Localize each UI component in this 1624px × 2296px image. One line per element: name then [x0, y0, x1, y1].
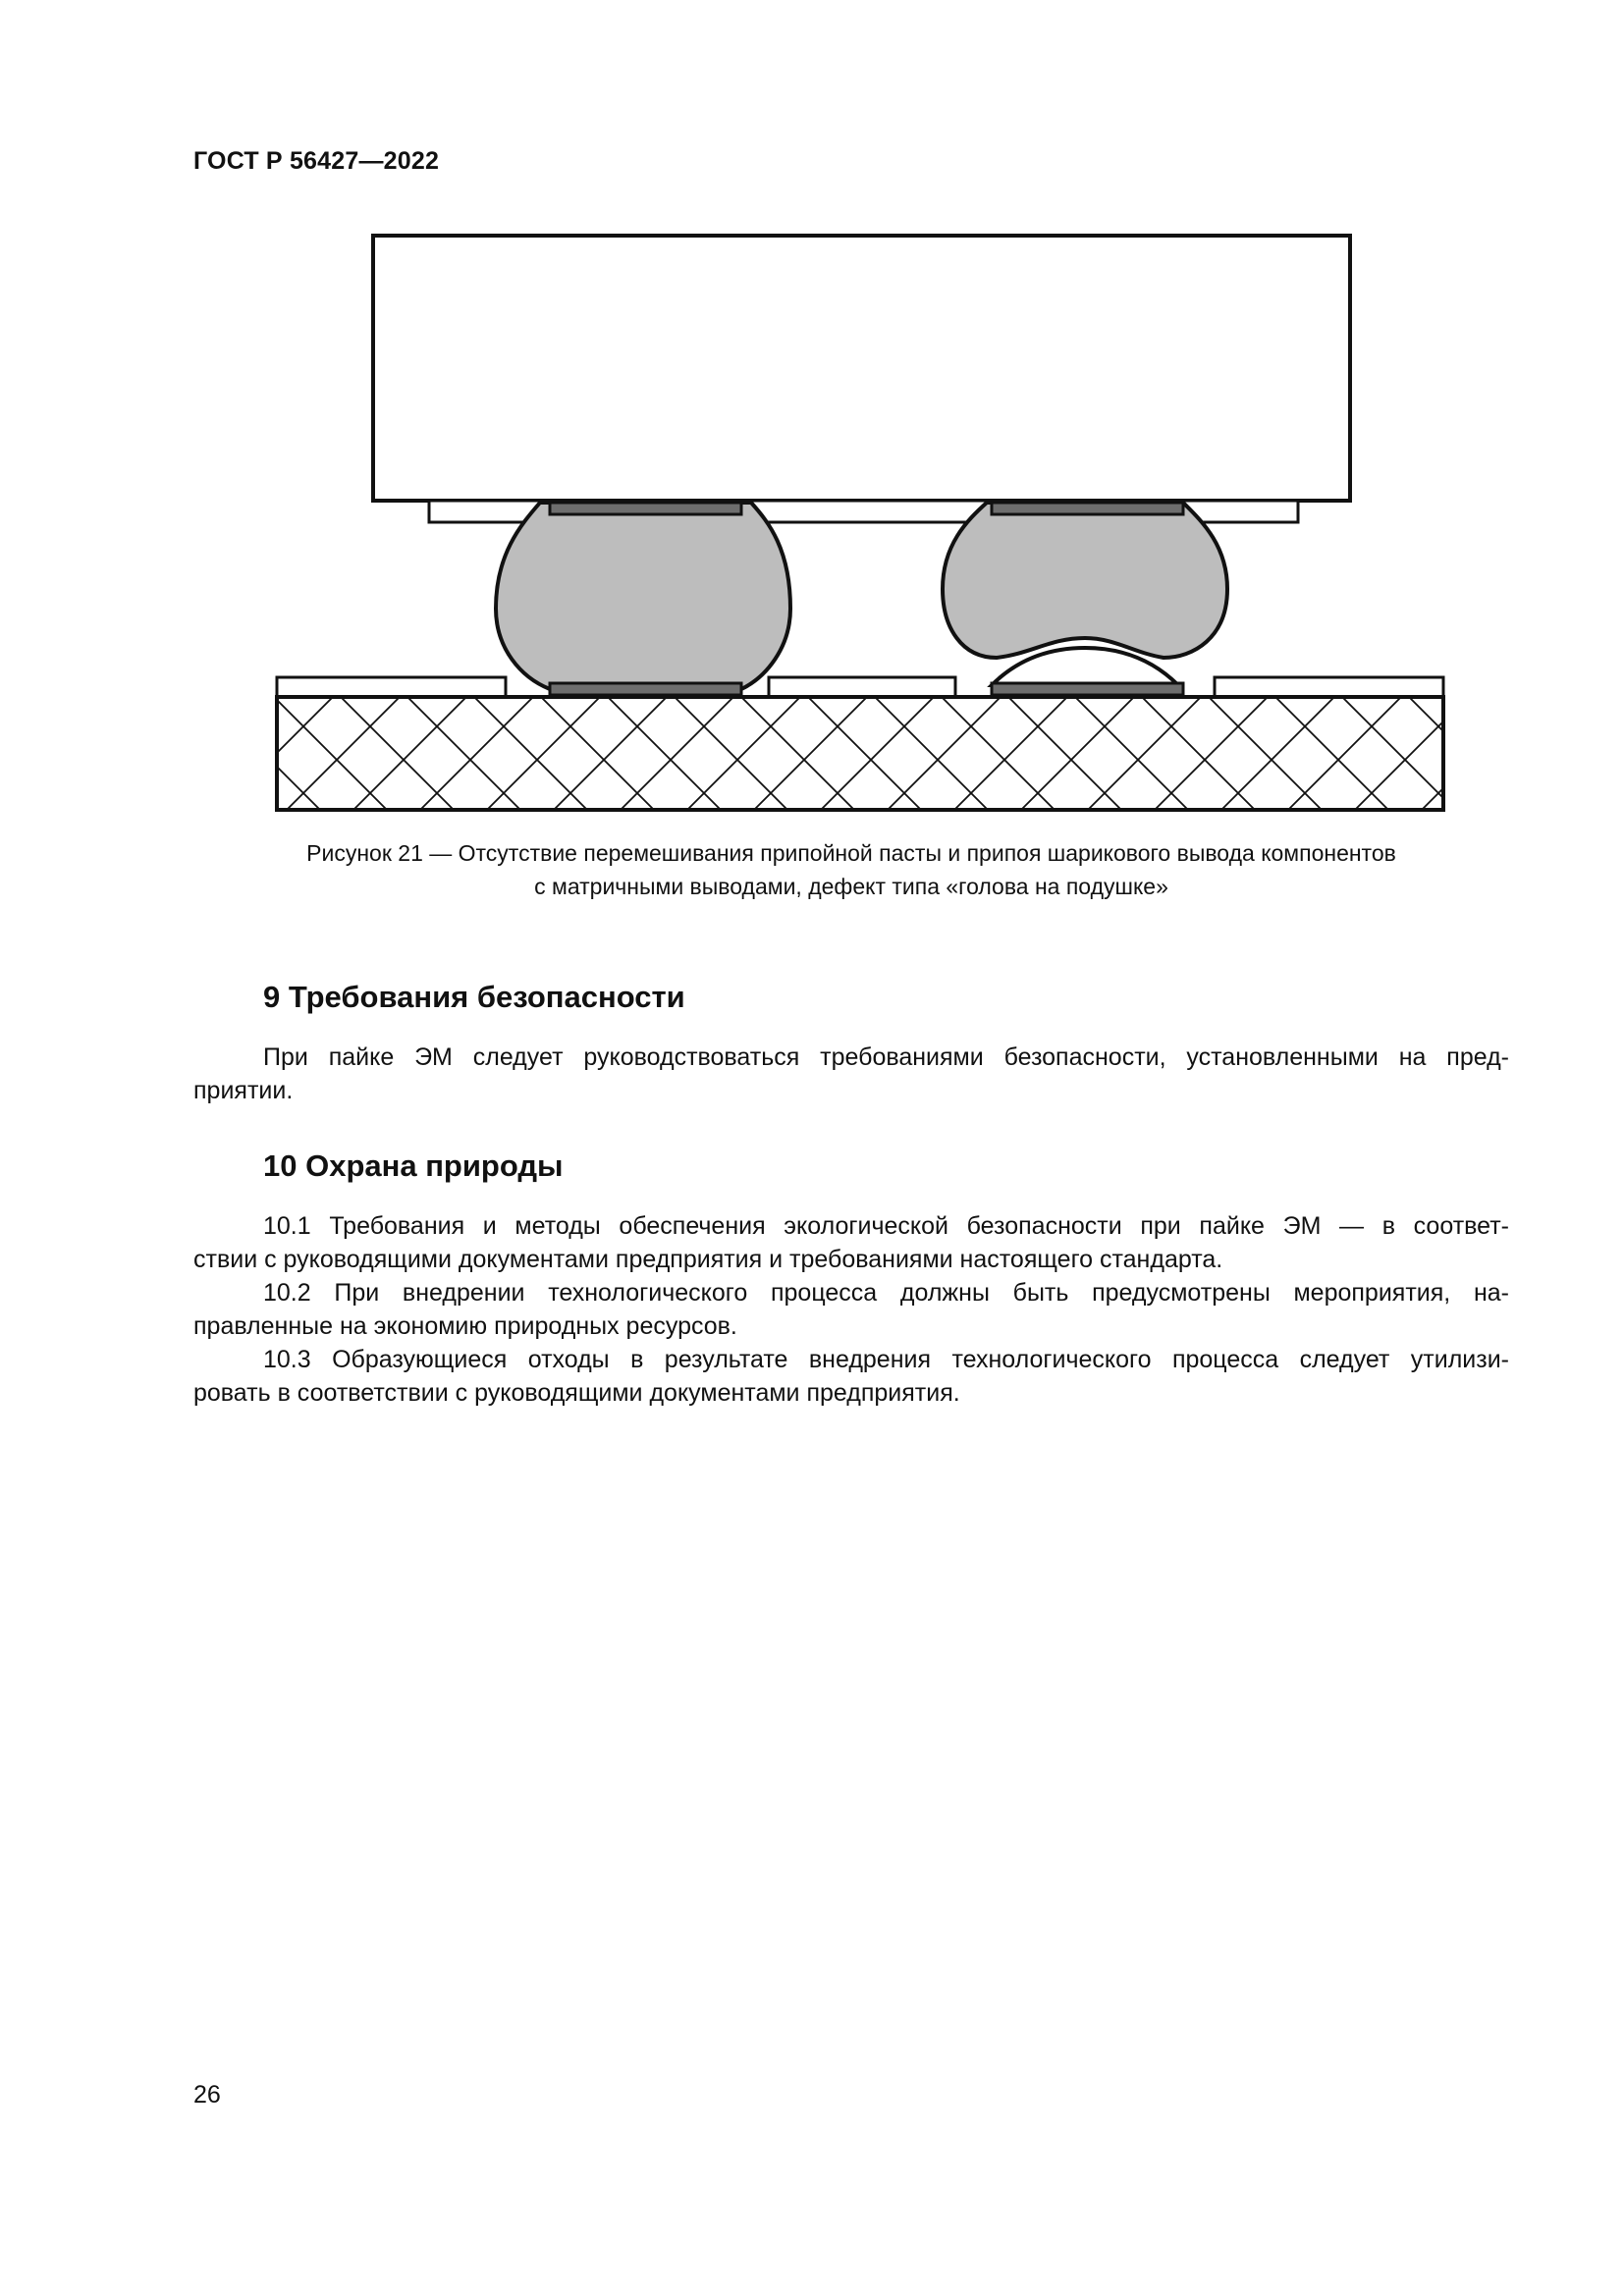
section-10-paragraphs: [193, 1209, 1509, 1410]
page-number: 26: [193, 2081, 221, 2109]
upper-pad-right: [992, 503, 1183, 514]
section-9-line-2: приятии.: [193, 1077, 294, 1104]
upper-pad-left: [550, 503, 741, 514]
para-10-1-line-2: ствии с руководящими документами предприятия и требованиями настоящего стандарта.: [193, 1246, 1223, 1273]
para-10-3-line-1: 10.3 Образующиеся отходы в результате внедрения технологического процесса следует утилизи-: [263, 1346, 1509, 1373]
figure-caption: [193, 836, 1509, 903]
board-mask-middle: [769, 677, 955, 697]
lower-pad-right: [992, 683, 1183, 695]
para-10-1-line-1: 10.1 Требования и методы обеспечения экологической безопасности при пайке ЭМ — в соответ-: [263, 1212, 1509, 1240]
section-9-paragraph: [193, 1041, 1509, 1107]
caption-line-1: Рисунок 21 — Отсутствие перемешивания припойной пасты и припоя шарикового вывода компонентов: [306, 840, 1396, 866]
para-10-3-line-2: ровать в соответствии с руководящими документами предприятия.: [193, 1379, 960, 1407]
caption-line-2: с матричными выводами, дефект типа «голова на подушке»: [534, 874, 1168, 899]
document-code: ГОСТ Р 56427—2022: [193, 147, 440, 175]
board-mask-left: [277, 677, 506, 697]
section-9-title: 9 Требования безопасности: [263, 980, 685, 1014]
right-solder-ball: [943, 503, 1227, 658]
para-10-2-line-1: 10.2 При внедрении технологического процесса должны быть предусмотрены мероприятия, на-: [263, 1279, 1509, 1307]
para-10-2-line-2: правленные на экономию природных ресурсов.: [193, 1312, 737, 1340]
left-solder-joint: [496, 503, 790, 689]
pcb-substrate: [277, 697, 1443, 810]
component-body: [373, 236, 1350, 501]
board-mask-right: [1215, 677, 1443, 697]
section-9-line-1: При пайке ЭМ следует руководствоваться требованиями безопасности, установленными на пред-: [263, 1043, 1509, 1071]
figure-21-diagram: [270, 226, 1448, 815]
lower-pad-left: [550, 683, 741, 695]
section-10-title: 10 Охрана природы: [263, 1148, 564, 1183]
